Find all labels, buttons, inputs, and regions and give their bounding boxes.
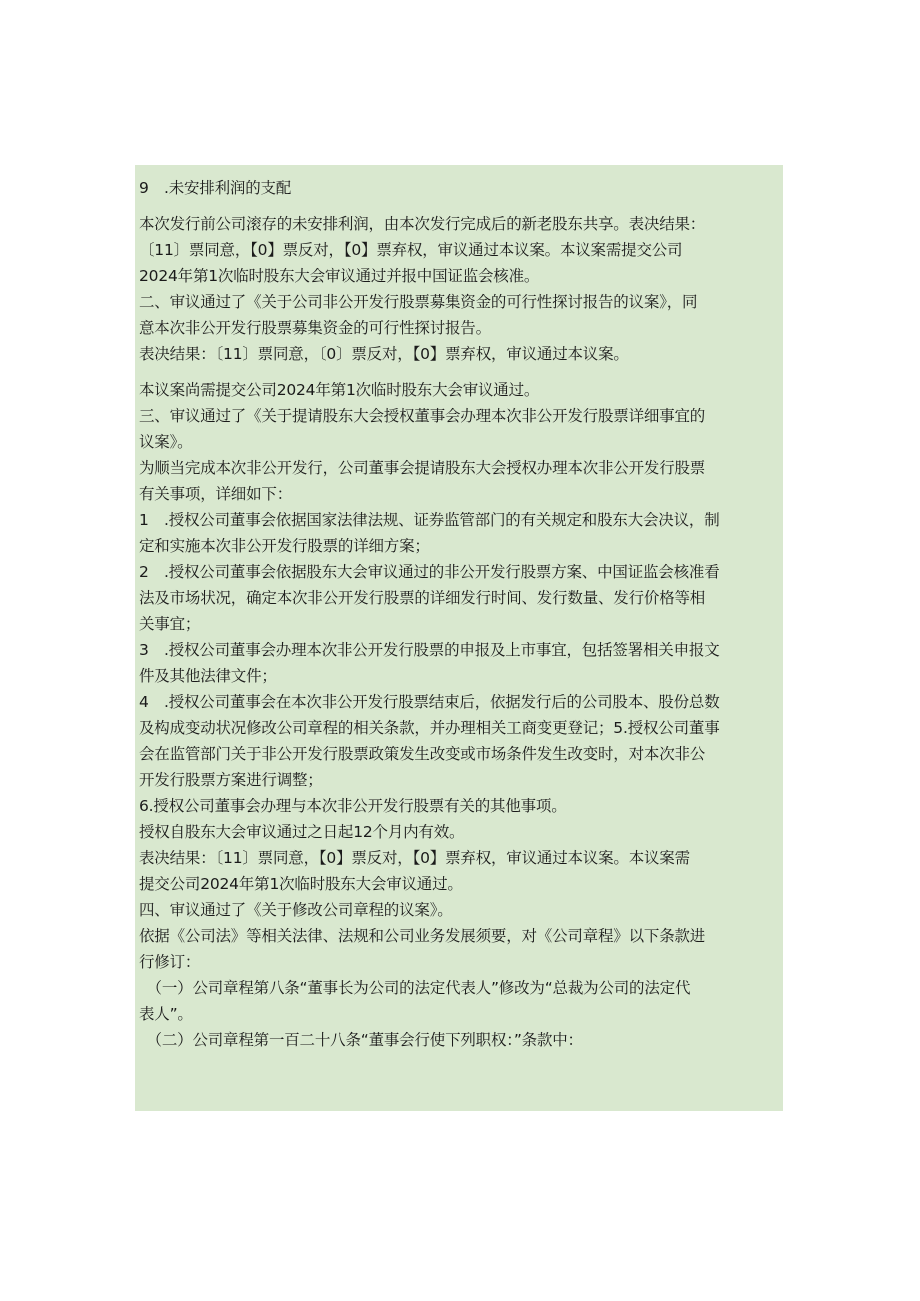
- text-line: 为顺当完成本次非公开发行，公司董事会提请股东大会授权办理本次非公开发行股票: [139, 459, 706, 477]
- text-line: 2 .授权公司董事会依据股东大会审议通过的非公开发行股票方案、中国证监会核准看: [139, 563, 720, 581]
- text-line: 表决结果：〔11〕票同意，〔0〕票反对，【0】票弃权，审议通过本议案。: [139, 345, 629, 363]
- document-paragraph: [139, 793, 779, 819]
- document-paragraph: [139, 559, 779, 637]
- text-line: 授权自股东大会审议通过之日起12个月内有效。: [139, 823, 465, 841]
- text-line: 1 .授权公司董事会依据国家法律法规、证券监管部门的有关规定和股东大会决议，制: [139, 511, 720, 529]
- document-paragraph: [139, 975, 779, 1027]
- text-line: 及构成变动状况修改公司章程的相关条款，并办理相关工商变更登记；5.授权公司董事: [139, 719, 720, 737]
- document-panel: [135, 165, 783, 1111]
- text-line: 2024年第1次临时股东大会审议通过并报中国证监会核准。: [139, 267, 540, 285]
- document-body: [139, 175, 779, 1053]
- document-paragraph: [139, 455, 779, 507]
- document-paragraph: [139, 175, 779, 201]
- paragraph-spacer: [139, 367, 779, 377]
- document-paragraph: [139, 637, 779, 689]
- document-paragraph: [139, 403, 779, 455]
- text-line: （一）公司章程第八条“董事长为公司的法定代表人”修改为“总裁为公司的法定代: [139, 979, 691, 997]
- text-line: 表决结果：〔11〕票同意，【0】票反对，【0】票弃权，审议通过本议案。本议案需: [139, 849, 690, 867]
- document-paragraph: [139, 897, 779, 923]
- text-line: 行修订：: [139, 953, 201, 971]
- text-line: 定和实施本次非公开发行股票的详细方案；: [139, 537, 430, 555]
- paragraph-spacer: [139, 201, 779, 211]
- text-line: 依据《公司法》等相关法律、法规和公司业务发展须要，对《公司章程》以下条款进: [139, 927, 706, 945]
- document-paragraph: [139, 845, 779, 897]
- text-line: 三、审议通过了《关于提请股东大会授权董事会办理本次非公开发行股票详细事宜的: [139, 407, 706, 425]
- document-paragraph: [139, 289, 779, 341]
- document-paragraph: [139, 507, 779, 559]
- document-paragraph: [139, 689, 779, 793]
- document-paragraph: [139, 377, 779, 403]
- text-line: 提交公司2024年第1次临时股东大会审议通过。: [139, 875, 463, 893]
- text-line: 6.授权公司董事会办理与本次非公开发行股票有关的其他事项。: [139, 797, 567, 815]
- text-line: 有关事项，详细如下：: [139, 485, 293, 503]
- text-line: 法及市场状况，确定本次非公开发行股票的详细发行时间、发行数量、发行价格等相: [139, 589, 706, 607]
- document-paragraph: [139, 211, 779, 289]
- text-line: 关事宜；: [139, 615, 201, 633]
- document-paragraph: [139, 341, 779, 367]
- text-line: 〔11〕票同意，【0】票反对，【0】票弃权，审议通过本议案。本议案需提交公司: [139, 241, 683, 259]
- text-line: 本议案尚需提交公司2024年第1次临时股东大会审议通过。: [139, 381, 540, 399]
- text-line: （二）公司章程第一百二十八条“董事会行使下列职权：”条款中：: [139, 1031, 583, 1049]
- text-line: 议案》。: [139, 433, 193, 451]
- document-paragraph: [139, 1027, 779, 1053]
- text-line: 件及其他法律文件；: [139, 667, 277, 685]
- text-line: 四、审议通过了《关于修改公司章程的议案》。: [139, 901, 453, 919]
- text-line: 开发行股票方案进行调整；: [139, 771, 323, 789]
- text-line: 3 .授权公司董事会办理本次非公开发行股票的申报及上市事宜，包括签署相关申报文: [139, 641, 720, 659]
- text-line: 4 .授权公司董事会在本次非公开发行股票结束后，依据发行后的公司股本、股份总数: [139, 693, 720, 711]
- text-line: 本次发行前公司滚存的未安排利润，由本次发行完成后的新老股东共享。表决结果：: [139, 215, 706, 233]
- text-line: 会在监管部门关于非公开发行股票政策发生改变或市场条件发生改变时，对本次非公: [139, 745, 706, 763]
- text-line: 意本次非公开发行股票募集资金的可行性探讨报告。: [139, 319, 491, 337]
- text-line: 二、审议通过了《关于公司非公开发行股票募集资金的可行性探讨报告的议案》，同: [139, 293, 698, 311]
- text-line: 表人”。: [139, 1005, 193, 1023]
- document-paragraph: [139, 923, 779, 975]
- document-paragraph: [139, 819, 779, 845]
- text-line: 9 .未安排利润的支配: [139, 179, 292, 197]
